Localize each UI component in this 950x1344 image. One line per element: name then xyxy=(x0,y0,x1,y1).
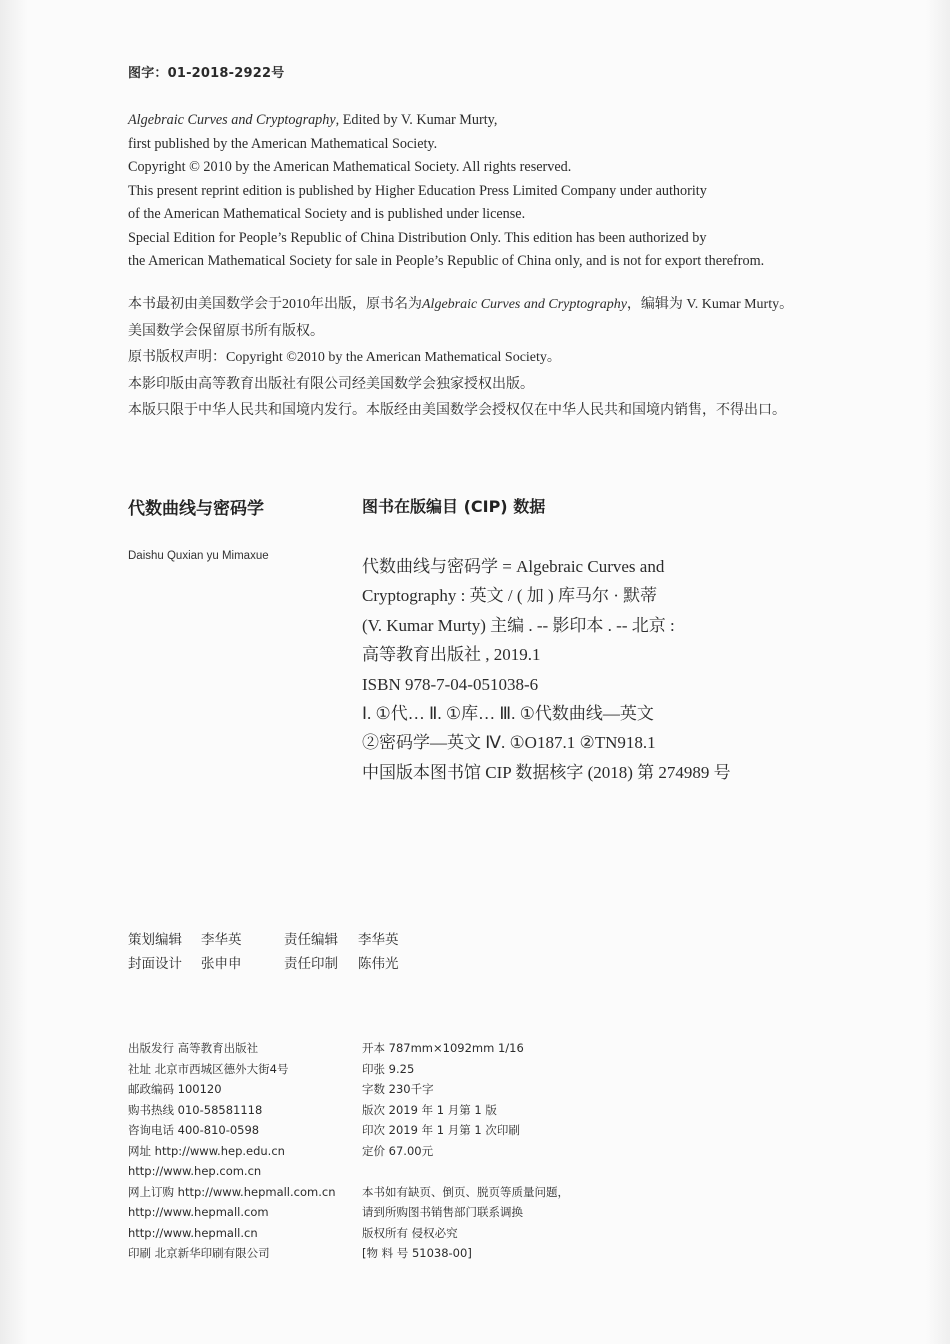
english-notice-line: Algebraic Curves and Cryptography, Edited by V. Kumar Murty, xyxy=(128,112,498,128)
publisher-line: 网址 http://www.hep.edu.cn xyxy=(128,1143,285,1158)
english-book-title: Algebraic Curves and Cryptography xyxy=(128,112,336,128)
registration-number: 图字：01-2018-2922号 xyxy=(128,66,285,81)
english-notice-line: the American Mathematical Society for sale in People’s Republic of China only, and is not for export therefrom. xyxy=(128,253,765,269)
publisher-info xyxy=(128,1038,336,1264)
staff-role: 策划编辑 xyxy=(128,932,182,948)
cip-line: 代数曲线与密码学 = Algebraic Curves and xyxy=(362,557,665,576)
spec-line: 印张 9.25 xyxy=(362,1061,415,1076)
staff-role: 责任印制 xyxy=(284,956,338,972)
material-number: [物 料 号 51038-00] xyxy=(362,1246,472,1260)
quality-note-line: 本书如有缺页、倒页、脱页等质量问题， xyxy=(362,1184,569,1199)
cip-isbn: ISBN 978-7-04-051038-6 xyxy=(362,674,539,694)
book-title-chinese: 代数曲线与密码学 xyxy=(128,499,264,519)
chinese-copyright-notice xyxy=(128,292,793,425)
spacer xyxy=(362,1161,569,1182)
chinese-notice-line: 本书最初由美国数学会于2010年出版，原书名为Algebraic Curves and Cryptography，编辑为 V. Kumar Murty。 xyxy=(128,297,794,312)
publisher-line: 网上订购 http://www.hepmall.com.cn xyxy=(128,1184,336,1199)
rights-notice: 版权所有 侵权必究 xyxy=(362,1225,458,1240)
spec-line: 版次 2019 年 1 月第 1 版 xyxy=(362,1102,497,1117)
cip-line: ②密码学—英文 Ⅳ. ①O187.1 ②TN918.1 xyxy=(362,733,656,753)
book-title-pinyin: Daishu Quxian yu Mimaxue xyxy=(128,550,269,562)
spec-line: 字数 230千字 xyxy=(362,1082,434,1096)
publisher-line: 社址 北京市西城区德外大街4号 xyxy=(128,1061,289,1076)
english-notice-line: Copyright © 2010 by the American Mathematical Society. All rights reserved. xyxy=(128,159,572,175)
cip-line: 中国版本图书馆 CIP 数据核字 (2018) 第 274989 号 xyxy=(362,762,731,782)
english-notice-line: This present reprint edition is published by Higher Education Press Limited Company under authority xyxy=(128,182,707,199)
staff-name: 李华英 xyxy=(201,932,242,948)
english-notice-line: Special Edition for People’s Republic of China Distribution Only. This edition has been authorized by xyxy=(128,229,707,246)
staff-name: 陈伟光 xyxy=(358,956,399,972)
staff-role: 责任编辑 xyxy=(284,932,338,948)
publisher-line: 出版发行 高等教育出版社 xyxy=(128,1041,259,1055)
page-edge-shadow-right xyxy=(926,0,950,1344)
chinese-notice-line: 美国数学会保留原书所有版权。 xyxy=(128,323,324,339)
cip-line: Ⅰ. ①代… Ⅱ. ①库… Ⅲ. ①代数曲线—英文 xyxy=(362,704,654,724)
spec-price: 定价 67.00元 xyxy=(362,1143,434,1158)
publisher-line: 购书热线 010-58581118 xyxy=(128,1102,263,1117)
english-notice-line: first published by the American Mathematical Society. xyxy=(128,135,438,152)
staff-name: 张申申 xyxy=(201,956,242,972)
chinese-notice-line: 本影印版由高等教育出版社有限公司经美国数学会独家授权出版。 xyxy=(128,376,534,392)
cip-line: Cryptography : 英文 / ( 加 ) 库马尔 · 默蒂 xyxy=(362,586,658,606)
publisher-line: 邮政编码 100120 xyxy=(128,1082,222,1096)
publisher-line: 咨询电话 400-810-0598 xyxy=(128,1123,260,1137)
english-copyright-notice xyxy=(128,109,764,274)
spec-line: 印次 2019 年 1 月第 1 次印刷 xyxy=(362,1123,520,1137)
quality-note-line: 请到所购图书销售部门联系调换 xyxy=(362,1205,523,1219)
cip-data-block xyxy=(362,552,731,787)
cip-heading: 图书在版编目 (CIP) 数据 xyxy=(362,497,546,516)
publisher-line: 印刷 北京新华印刷有限公司 xyxy=(128,1246,270,1260)
editorial-staff xyxy=(128,928,399,976)
chinese-notice-line: 本版只限于中华人民共和国境内发行。本版经由美国数学会授权仅在中华人民共和国境内销售，不得出口。 xyxy=(128,403,786,418)
cip-line: (V. Kumar Murty) 主编 . -- 影印本 . -- 北京 : xyxy=(362,615,675,635)
cip-line: 高等教育出版社 , 2019.1 xyxy=(362,645,541,665)
chinese-notice-line: 原书版权声明：Copyright ©2010 by the American Mathematical Society。 xyxy=(128,350,561,365)
spec-line: 开本 787mm×1092mm 1/16 xyxy=(362,1041,524,1055)
publisher-line: http://www.hepmall.com xyxy=(128,1205,269,1219)
staff-name: 李华英 xyxy=(358,932,399,948)
publisher-line: http://www.hepmall.cn xyxy=(128,1225,258,1240)
staff-row xyxy=(128,928,399,952)
publisher-line: http://www.hep.com.cn xyxy=(128,1164,262,1178)
english-notice-line: of the American Mathematical Society and is published under license. xyxy=(128,206,526,222)
chinese-notice-book-title: Algebraic Curves and Cryptography xyxy=(422,297,627,312)
page-edge-shadow-left xyxy=(0,0,28,1344)
staff-role: 封面设计 xyxy=(128,956,182,972)
staff-row xyxy=(128,952,399,976)
print-specs xyxy=(362,1038,569,1264)
